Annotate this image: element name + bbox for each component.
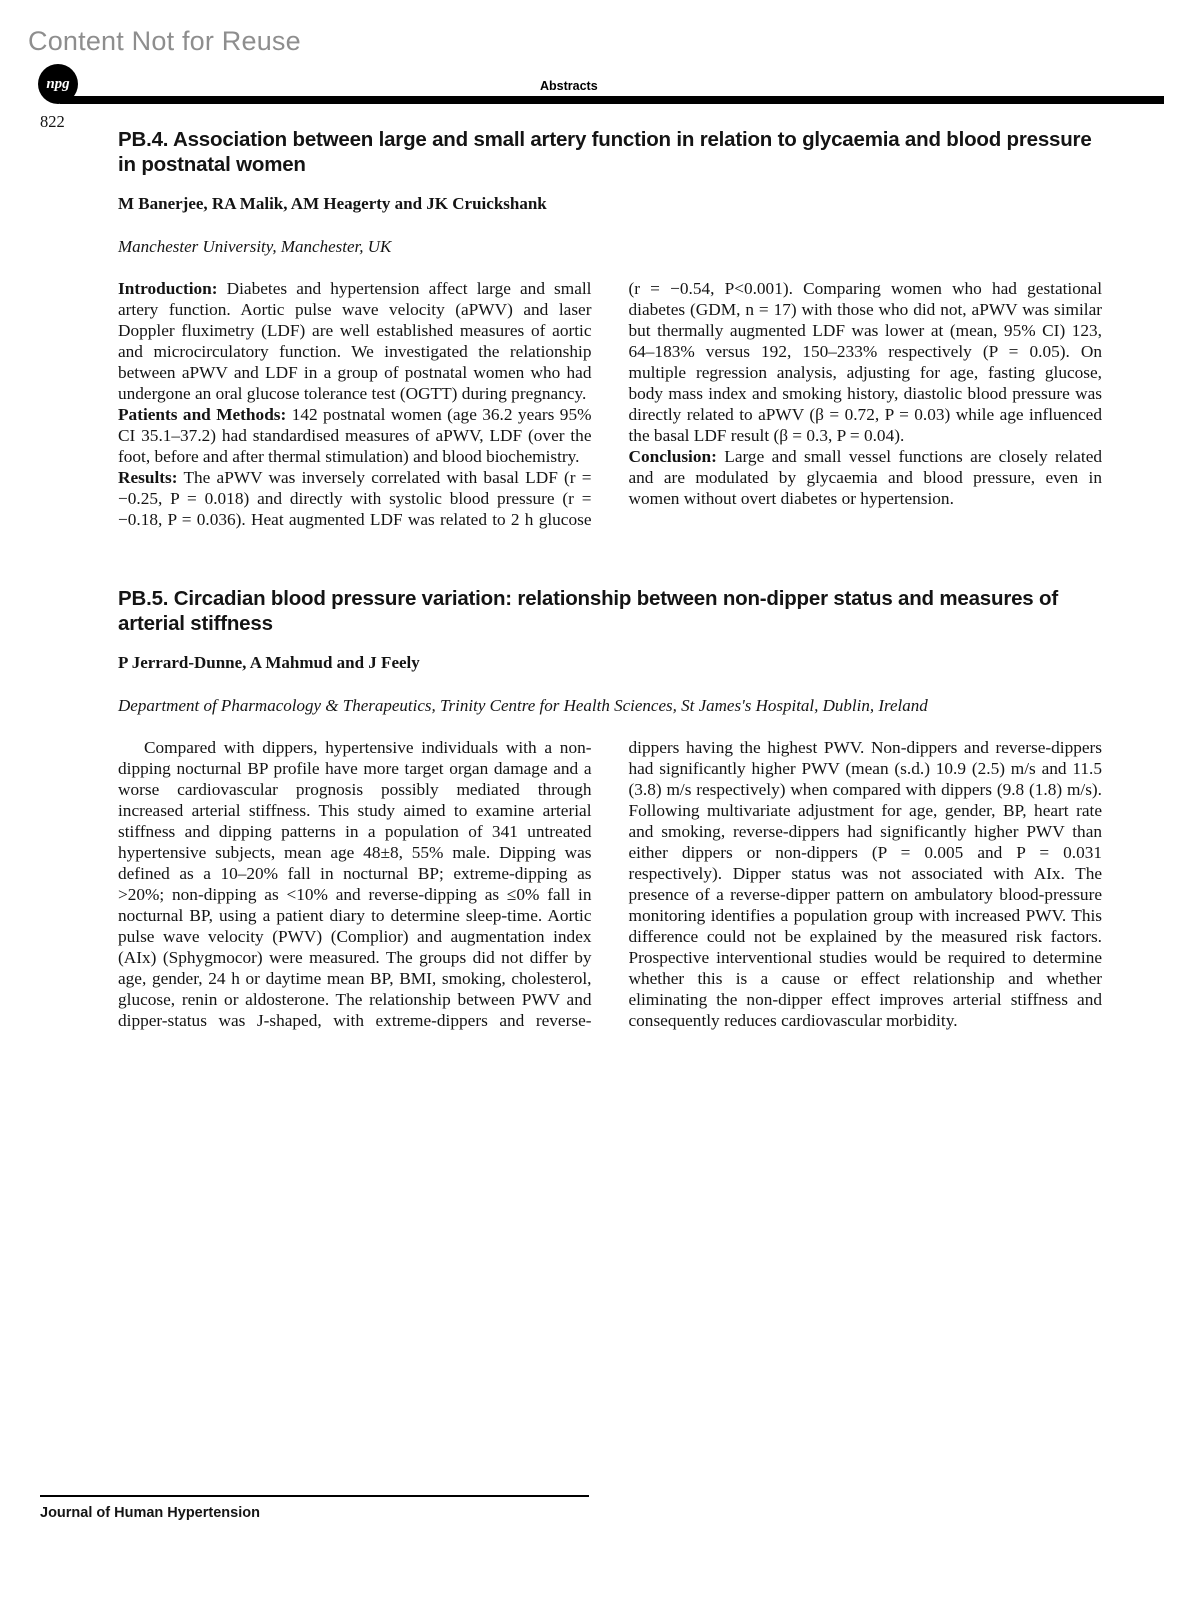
section-introduction [118, 278, 592, 404]
abstract-body [118, 278, 1102, 530]
section-text: Compared with dippers, hypertensive individuals with a non-dipping nocturnal BP profile have more target organ damage and a worse cardiovascular prognosis possibly mediated through increased arterial stiffness. This study aimed to examine arterial stiffness and dipping patterns in a population of 341 untreated hypertensive subjects, mean age 48±8, 55% male. Dipping was defined as a 10–20% fall in nocturnal BP; extreme-dipping as >20%; non-dipping as <10% and reverse-dipping as ≤0% fall in nocturnal BP, using a patient diary to determine sleep-time. Aortic pulse wave velocity (PWV) (Complior) and augmentation index (AIx) (Sphygmocor) were measured. The groups did not differ by age, gender, 24 h or daytime mean BP, BMI, smoking, cholesterol, glucose, renin or aldosterone. The relationship between PWV and dipper-status was J-shaped, with extreme-dippers and reverse-dippers having the highest PWV. Non-dippers and reverse-dippers had significantly higher PWV (mean (s.d.) 10.9 (2.5) m/s and 11.5 (3.8) m/s respectively) when compared with dippers (9.8 (1.8) m/s). Following multivariate adjustment for age, gender, BP, heart rate and smoking, reverse-dippers had significantly higher PWV than either dippers or non-dippers (P = 0.005 and P = 0.031 respectively). Dipper status was not associated with AIx. The presence of a reverse-dipper pattern on ambulatory blood-pressure monitoring identifies a population group with increased PWV. This difference could not be explained by the measured risk factors. Prospective interventional studies would be required to determine whether this is a cause or effect relationship and whether eliminating the non-dipper effect improves arterial stiffness and consequently reduces cardiovascular morbidity. [118, 738, 1102, 1030]
abstract-pb5 [118, 586, 1102, 1031]
section-text: The aPWV was inversely correlated with basal LDF (r = −0.25, P = 0.018) and directly with systolic blood pressure (r = −0.18, P = 0.036). Heat augmented LDF was related to 2 h glucose (r = −0.54, P<0.001). Comparing women who had gestational diabetes (GDM, n = 17) with those who did not, aPWV was similar but thermally augmented LDF was lower at (mean, 95% CI) 123, 64–183% versus 192, 150–233% respectively (P = 0.05). On multiple regression analysis, adjusting for age, fasting glucose, body mass index and smoking history, diastolic blood pressure was directly related to aPWV (β = 0.72, P = 0.03) while age influenced the basal LDF result (β = 0.3, P = 0.04). [118, 279, 1102, 529]
abstract-title: PB.4. Association between large and small artery function in relation to glycaemia and blood pressure in postnatal women [118, 128, 1092, 176]
section-text: 142 postnatal women (age 36.2 years 95% CI 35.1–37.2) had standardised measures of aPWV, LDF (over the foot, before and after thermal stimulation) and blood biochemistry. [118, 405, 592, 466]
section-text: Diabetes and hypertension affect large and small artery function. Aortic pulse wave velocity (aPWV) and laser Doppler fluximetry (LDF) are well established measures of aortic and microcirculatory function. We investigated the relationship between aPWV and LDF in a group of postnatal women who had undergone an oral glucose tolerance test (OGTT) during pregnancy. [118, 279, 592, 403]
npg-logo-text: npg [46, 75, 70, 92]
affiliation-line: Department of Pharmacology & Therapeutics, Trinity Centre for Health Sciences, St James's Hospital, Dublin, Ireland [118, 696, 928, 715]
footer-rule [40, 1495, 589, 1497]
abstract-pb4 [118, 127, 1102, 530]
section-label: Conclusion: [628, 447, 717, 466]
abstract-title: PB.5. Circadian blood pressure variation: relationship between non-dipper status and measures of arterial stiffness [118, 587, 1058, 635]
section-label: Introduction: [118, 279, 218, 298]
running-head: Abstracts [540, 79, 598, 93]
affiliation-line: Manchester University, Manchester, UK [118, 237, 392, 256]
page-number: 822 [40, 112, 65, 131]
page-content [118, 127, 1102, 1031]
watermark: Content Not for Reuse [28, 26, 301, 56]
header-rule [60, 96, 1164, 104]
section-patients-methods [118, 404, 592, 467]
section-label: Results: [118, 468, 178, 487]
abstract-body [118, 737, 1102, 1031]
journal-name: Journal of Human Hypertension [40, 1505, 260, 1521]
authors-line: M Banerjee, RA Malik, AM Heagerty and JK Cruickshank [118, 194, 547, 213]
section-body [118, 737, 1102, 1031]
npg-logo [38, 64, 78, 104]
authors-line: P Jerrard-Dunne, A Mahmud and J Feely [118, 653, 420, 672]
section-conclusion [629, 446, 1103, 509]
section-text: Large and small vessel functions are closely related and are modulated by glycaemia and blood pressure, even in women without overt diabetes or hypertension. [628, 447, 1102, 508]
section-label: Patients and Methods: [118, 405, 287, 424]
